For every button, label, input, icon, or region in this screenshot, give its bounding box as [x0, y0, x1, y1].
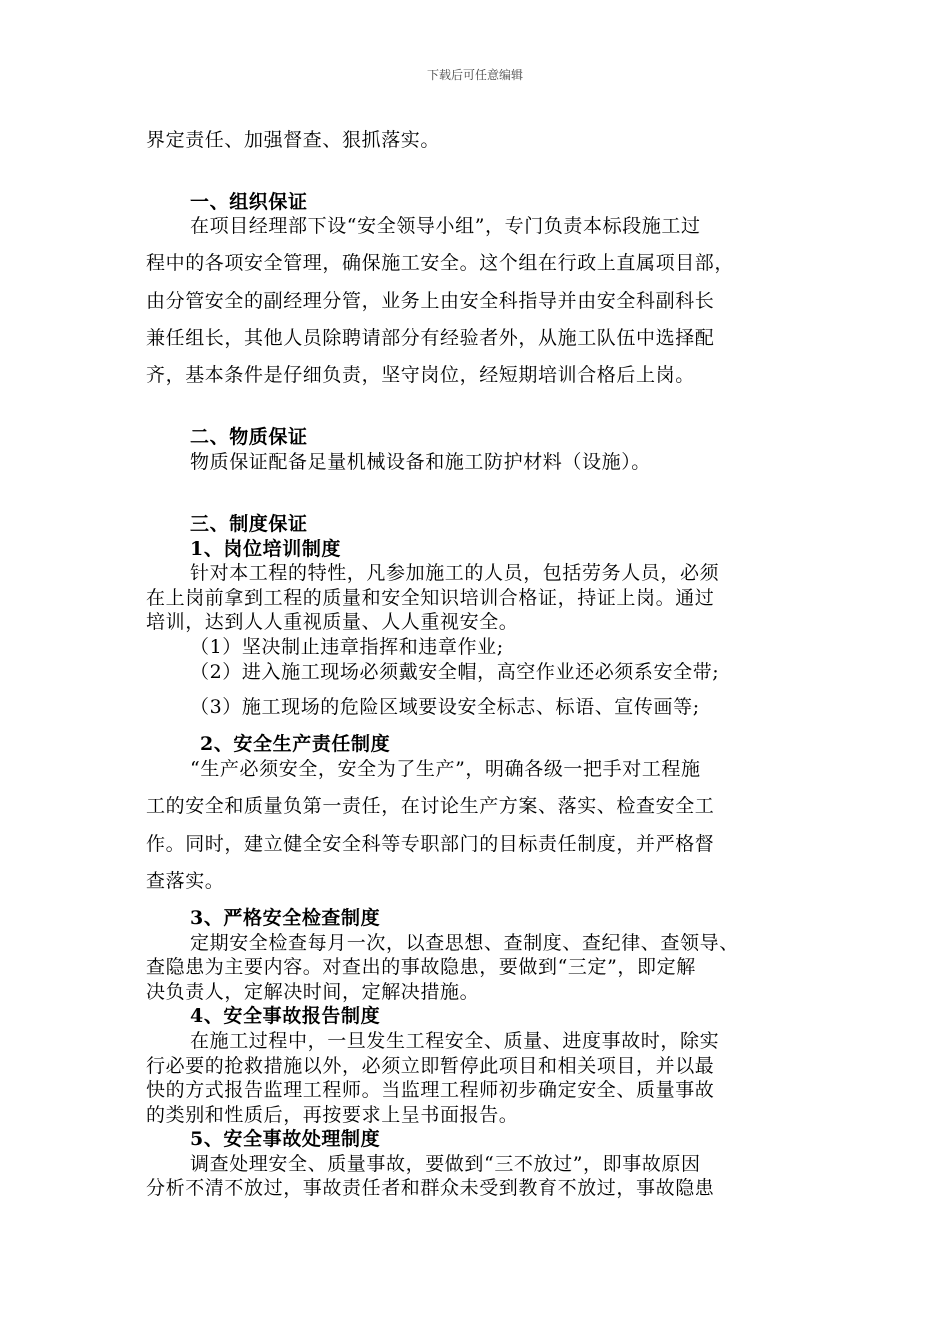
- rule-4-line: 行必要的抢救措施以外，必须立即暂停此项目和相关项目，并以最: [146, 1055, 715, 1077]
- rule-1-item: （3）施工现场的危险区域要设安全标志、标语、宣传画等;: [190, 696, 700, 718]
- section-1-line: 在项目经理部下设“安全领导小组”，专门负责本标段施工过: [190, 215, 701, 237]
- rule-5-line: 调查处理安全、质量事故，要做到“三不放过”，即事故原因: [190, 1153, 701, 1175]
- rule-1-line: 培训，达到人人重视质量、人人重视安全。: [146, 611, 519, 633]
- page-header: 下载后可任意编辑: [426, 68, 523, 82]
- rule-2-line: 工的安全和质量负第一责任，在讨论生产方案、落实、检查安全工: [146, 795, 715, 817]
- rule-3-title: 3、严格安全检查制度: [190, 907, 381, 929]
- rule-2-line: 查落实。: [146, 870, 225, 892]
- rule-1-title: 1、岗位培训制度: [190, 538, 342, 560]
- rule-5-title: 5、安全事故处理制度: [190, 1128, 381, 1150]
- section-1-line: 兼任组长，其他人员除聘请部分有经验者外，从施工队伍中选择配: [146, 327, 715, 349]
- rule-4-title: 4、安全事故报告制度: [190, 1005, 381, 1027]
- section-2-heading: 二、物质保证: [190, 426, 308, 448]
- rule-1-line: 在上岗前拿到工程的质量和安全知识培训合格证，持证上岗。通过: [146, 587, 715, 609]
- rule-1-item: （1）坚决制止违章指挥和违章作业;: [190, 636, 504, 658]
- section-1-line: 程中的各项安全管理，确保施工安全。这个组在行政上直属项目部，: [146, 252, 735, 274]
- rule-1-line: 针对本工程的特性，凡参加施工的人员，包括劳务人员，必须: [190, 562, 720, 584]
- section-1-line: 齐，基本条件是仔细负责，坚守岗位，经短期培训合格后上岗。: [146, 364, 695, 386]
- rule-5-line: 分析不清不放过，事故责任者和群众未受到教育不放过，事故隐患: [146, 1177, 715, 1199]
- intro-line: 界定责任、加强督查、狠抓落实。: [146, 129, 441, 151]
- section-3-heading: 三、制度保证: [190, 513, 308, 535]
- rule-2-title: 2、安全生产责任制度: [200, 733, 391, 755]
- rule-4-line: 快的方式报告监理工程师。当监理工程师初步确定安全、质量事故: [146, 1079, 715, 1101]
- rule-3-line: 定期安全检查每月一次，以查思想、查制度、查纪律、查领导、: [190, 932, 739, 954]
- rule-3-line: 查隐患为主要内容。对查出的事故隐患，要做到“三定”，即定解: [146, 956, 696, 978]
- rule-1-item: （2）进入施工现场必须戴安全帽，高空作业还必须系安全带;: [190, 661, 720, 683]
- rule-4-line: 的类别和性质后，再按要求上呈书面报告。: [146, 1104, 519, 1126]
- rule-4-line: 在施工过程中，一旦发生工程安全、质量、进度事故时，除实: [190, 1030, 720, 1052]
- section-2-line: 物质保证配备足量机械设备和施工防护材料（设施）。: [190, 451, 651, 473]
- rule-3-line: 决负责人，定解决时间，定解决措施。: [146, 981, 480, 1003]
- section-1-heading: 一、组织保证: [190, 191, 308, 213]
- section-1-line: 由分管安全的副经理分管，业务上由安全科指导并由安全科副科长: [146, 290, 715, 312]
- rule-2-line: 作。同时，建立健全安全科等专职部门的目标责任制度，并严格督: [146, 833, 715, 855]
- rule-2-line: “生产必须安全，安全为了生产”，明确各级一把手对工程施: [190, 758, 701, 780]
